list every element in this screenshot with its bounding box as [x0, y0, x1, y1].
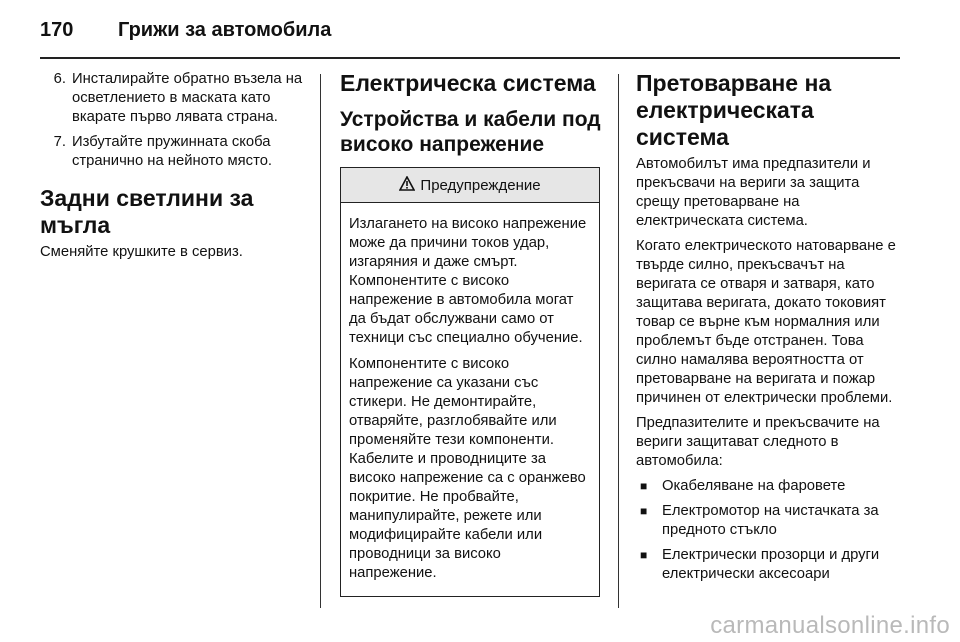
section-title-fog-lights: Задни светлини за мъгла	[40, 185, 254, 238]
list-item	[636, 502, 906, 540]
step-item	[40, 133, 308, 171]
section-text-fog-lights: Сменяйте крушките в сервиз.	[40, 244, 243, 260]
step-number: 6.	[53, 71, 66, 87]
step-item	[40, 70, 308, 127]
column-middle	[340, 70, 602, 597]
column-right	[636, 70, 906, 590]
warning-body	[341, 203, 599, 596]
list-item	[636, 546, 906, 584]
step-number: 7.	[53, 134, 66, 150]
column-divider-1	[320, 74, 321, 608]
bullet-square-icon: ■	[640, 479, 648, 493]
section-title-overload: Претоварване на електрическата система	[636, 70, 832, 150]
header-divider	[40, 57, 900, 59]
list-item-text: Електромотор на чистачката за предното стъкло	[662, 503, 879, 538]
list-item-text: Електрически прозорци и други електрически аксесоари	[662, 547, 880, 582]
protected-items-list	[636, 477, 906, 584]
step-list	[40, 70, 308, 171]
warning-paragraph: Компонентите с високо напрежение са указани със стикери. Не демонтирайте, отваряйте, разглобявайте или променяйте тези компоненти. Кабелите и проводниците за високо напрежение са с оранжево покритие. Не пробвайте, манипулирайте, режете или модифицирайте кабели или проводници за високо напрежение.	[349, 356, 586, 581]
list-item	[636, 477, 906, 496]
step-text: Избутайте пружинната скоба странично на нейното място.	[72, 134, 273, 169]
column-left	[40, 70, 308, 268]
bullet-square-icon: ■	[640, 504, 648, 518]
column-divider-2	[618, 74, 619, 608]
overload-paragraph: Когато електрическото натоварване е твърде силно, прекъсвачът на веригата се отваря и затваря, като защитава веригата, докато токовият товар се върне към нормалния или проблемът бъде отстранен. Това силно намалява вероятността от претоварване на веригата и пожар причинен от електрически проблеми.	[636, 238, 896, 406]
step-text: Инсталирайте обратно възела на осветлението в маската като вкарате първо лявата страна.	[72, 71, 303, 125]
warning-box	[340, 167, 600, 597]
overload-paragraph: Автомобилът има предпазители и прекъсвачи на вериги за защита срещу претоварване на електрическата система.	[636, 156, 871, 229]
page-header	[40, 14, 331, 46]
page-number: 170	[40, 18, 74, 41]
warning-paragraph: Излагането на високо напрежение може да причини токов удар, изгаряния и даже смърт. Компонентите с високо напрежение в автомобила могат да бъдат обслужвани само от техници със специално обучение.	[349, 216, 587, 346]
bullet-square-icon: ■	[640, 548, 648, 562]
watermark: carmanualsonline.info	[710, 612, 950, 639]
warning-triangle-icon	[399, 176, 415, 195]
list-item-text: Окабеляване на фаровете	[662, 478, 846, 494]
overload-paragraph: Предпазителите и прекъсвачите на вериги защитават следното в автомобила:	[636, 415, 880, 469]
warning-header	[341, 168, 599, 203]
section-title-electrical: Електрическа система	[340, 70, 596, 96]
chapter-title: Грижи за автомобила	[118, 18, 332, 41]
warning-title: Предупреждение	[420, 176, 541, 194]
subsection-title-high-voltage: Устройства и кабели под високо напрежение	[340, 108, 601, 156]
